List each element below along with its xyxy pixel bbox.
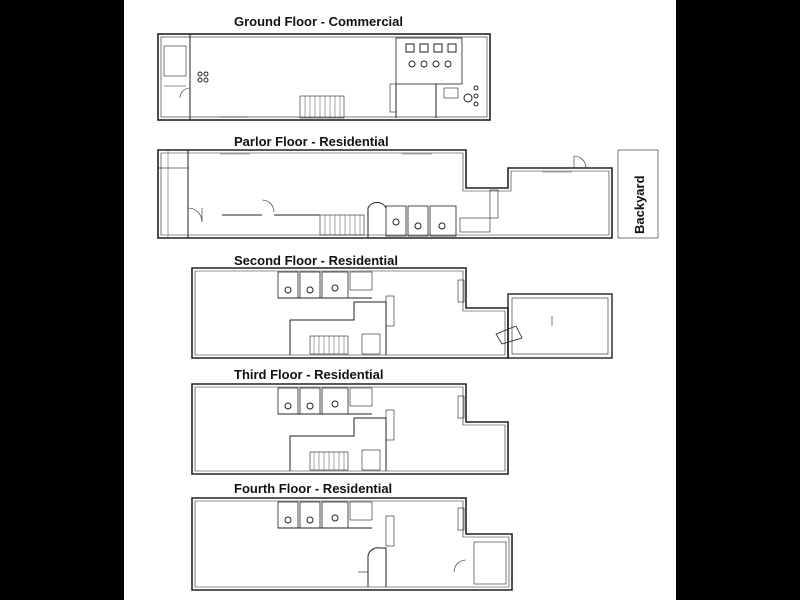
fourth-floor-plan — [192, 498, 512, 590]
ground-floor-plan — [158, 34, 490, 120]
third-floor-plan — [192, 384, 508, 474]
parlor-floor-plan — [158, 150, 658, 238]
second-floor-plan — [192, 268, 612, 358]
backyard-label: Backyard — [632, 175, 647, 234]
fourth-floor-title: Fourth Floor - Residential — [234, 481, 393, 496]
floor-plan-sheet — [124, 0, 676, 600]
parlor-floor-title: Parlor Floor - Residential — [234, 134, 389, 149]
ground-floor-title: Ground Floor - Commercial — [234, 14, 404, 29]
floor-plans-drawing — [124, 0, 676, 600]
second-floor-title: Second Floor - Residential — [234, 253, 398, 268]
third-floor-title: Third Floor - Residential — [234, 367, 384, 382]
